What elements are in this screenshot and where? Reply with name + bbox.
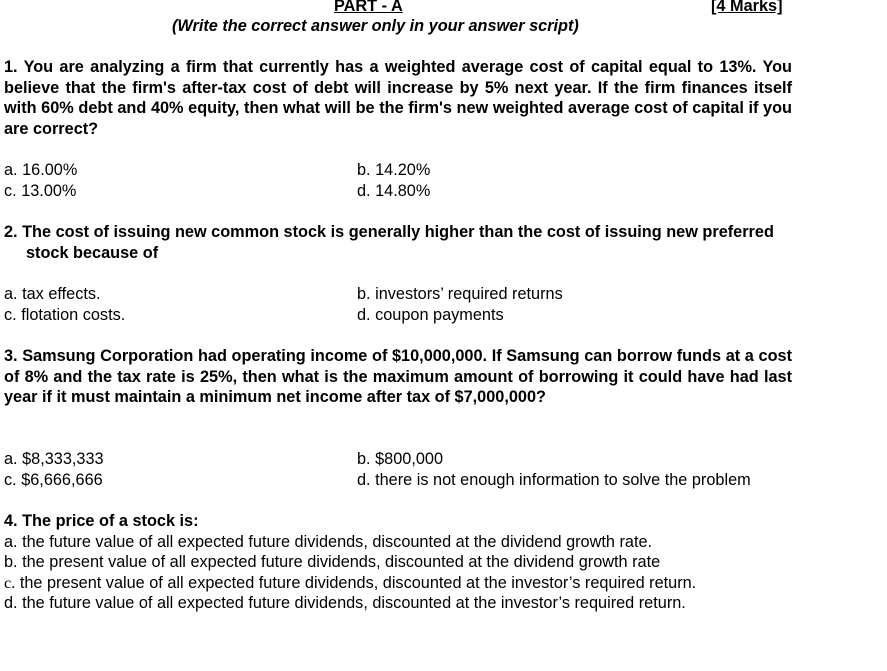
option-row bbox=[4, 181, 884, 202]
header bbox=[0, 0, 887, 36]
option-a: a. $8,333,333 bbox=[4, 450, 104, 468]
instruction-text: (Write the correct answer only in your answer script) bbox=[172, 17, 579, 35]
question-3-stem: 3. Samsung Corporation had operating income of $10,000,000. If Samsung can borrow funds at a cost of 8% and the tax rate is 25%, then what is the maximum amount of borrowing it could have had last year if it must maintain a minimum net income after tax of $7,000,000? bbox=[4, 347, 792, 407]
option-b: b. 14.20% bbox=[357, 161, 431, 179]
part-title: PART - A bbox=[334, 0, 403, 15]
marks-label: [4 Marks] bbox=[711, 0, 783, 15]
option-d: d. the future value of all expected future dividends, discounted at the investor’s required return. bbox=[4, 594, 686, 613]
option-a: a. tax effects. bbox=[4, 285, 101, 303]
question-2-stem: 2. The cost of issuing new common stock is generally higher than the cost of issuing new preferred stock because of bbox=[4, 223, 774, 262]
option-row bbox=[4, 284, 884, 305]
question-1-options bbox=[4, 160, 884, 201]
option-c-letter: c. bbox=[4, 572, 16, 592]
option-c: c. $6,666,666 bbox=[4, 470, 103, 489]
question-3-options bbox=[4, 449, 884, 490]
option-c: c. 13.00% bbox=[4, 181, 77, 200]
question-1-stem: 1. You are analyzing a firm that currently has a weighted average cost of capital equal to 13%. You believe that the firm's after-tax cost of debt will increase by 5% next year. If the firm finances itself with 60% debt and 40% equity, then what will be the firm's new weighted average cost of capital if you are correct? bbox=[4, 58, 792, 138]
option-d: d. coupon payments bbox=[357, 305, 504, 324]
option-d: d. 14.80% bbox=[357, 181, 431, 200]
option-row bbox=[4, 449, 884, 470]
question-4 bbox=[4, 511, 884, 614]
option-d: d. there is not enough information to solve the problem bbox=[357, 470, 751, 489]
option-a: a. 16.00% bbox=[4, 161, 78, 179]
option-c-text: the present value of all expected future dividends, discounted at the investor’s required return. bbox=[15, 573, 697, 592]
option-b: b. the present value of all expected future dividends, discounted at the dividend growth rate bbox=[4, 553, 661, 572]
option-row bbox=[4, 160, 884, 181]
option-b: b. $800,000 bbox=[357, 450, 444, 468]
question-4-stem: 4. The price of a stock is: bbox=[4, 512, 199, 530]
option-a: a. the future value of all expected future dividends, discounted at the dividend growth rate. bbox=[4, 532, 653, 551]
question-2-options bbox=[4, 284, 884, 325]
option-row bbox=[4, 470, 884, 491]
option-c: c. flotation costs. bbox=[4, 305, 126, 324]
option-c bbox=[4, 573, 884, 594]
option-b: b. investors’ required returns bbox=[357, 285, 563, 303]
option-row bbox=[4, 305, 884, 326]
